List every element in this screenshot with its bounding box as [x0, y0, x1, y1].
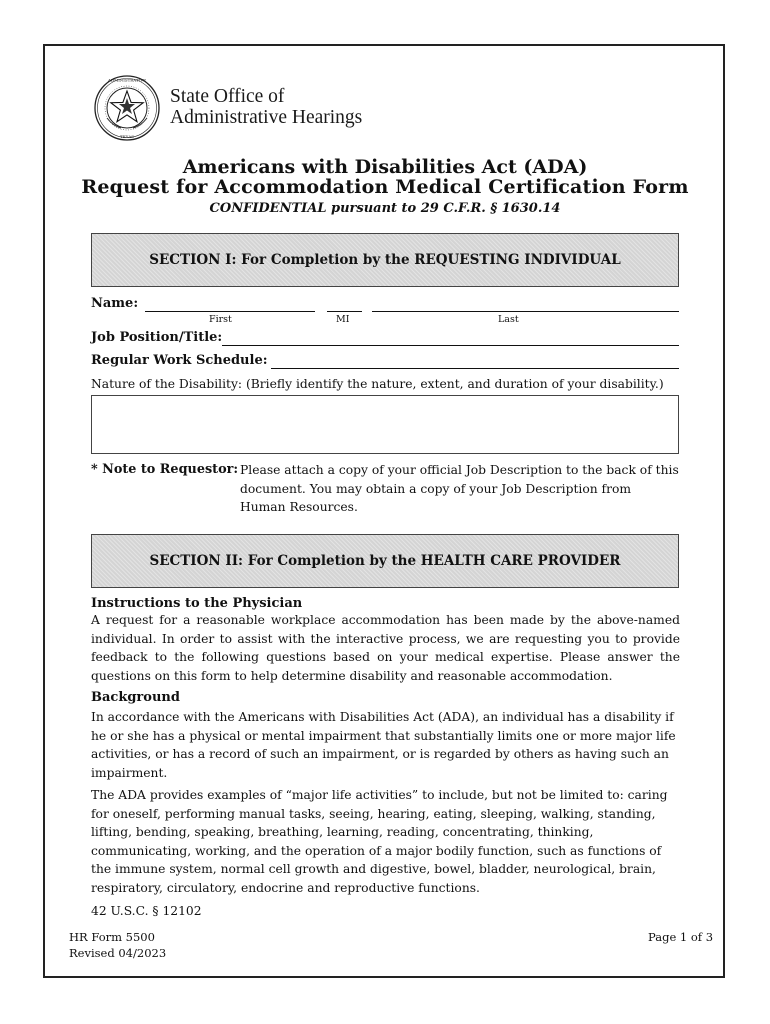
form-subtitle: Request for Accommodation Medical Certification Form [81, 176, 689, 198]
last-name-field[interactable] [372, 311, 679, 312]
job-title-label: Job Position/Title: [91, 330, 223, 345]
revision-date: Revised 04/2023 [69, 946, 167, 960]
statute-citation: 42 U.S.C. § 12102 [91, 904, 202, 918]
work-schedule-label: Regular Work Schedule: [91, 353, 268, 368]
section1-heading: SECTION I: For Completion by the REQUESTING INDIVIDUAL [91, 233, 679, 287]
nature-of-disability-field[interactable] [91, 395, 679, 454]
first-name-field[interactable] [145, 311, 315, 312]
nature-of-disability-label: Nature of the Disability: (Briefly identify the nature, extent, and duration of your disability.) [91, 377, 664, 391]
form-number: HR Form 5500 [69, 930, 155, 944]
svg-text:ADMINISTRATIVE: ADMINISTRATIVE [108, 77, 146, 83]
first-caption: First [209, 314, 232, 325]
note-text: Please attach a copy of your official Job Description to the back of this document. You may obtain a copy of your Job Description from Human Resources. [240, 463, 679, 515]
confidential-note: CONFIDENTIAL pursuant to 29 C.F.R. § 1630.14 [209, 201, 561, 216]
note-label: * Note to Requestor: [91, 462, 239, 477]
job-title-field[interactable] [222, 345, 679, 346]
last-caption: Last [498, 314, 519, 325]
org-name-line1: State Office of [170, 86, 285, 107]
form-title: Americans with Disabilities Act (ADA) [182, 156, 588, 178]
major-life-activities-text: The ADA provides examples of “major life activities” to include, but not be limited to: caring for oneself, performing manual tasks, seeing, hearing, eating, sleeping, walking, standing, lifting, bending, speaking, breathing, learning, reading, concentrating, thinking, communicating, working, and the operation of a major bodily function, such as functions of the immune system, normal cell growth and digestive, bowel, bladder, neurological, brain, respiratory, circulatory, endocrine and reproductive functions. [91, 788, 668, 895]
organization-name [170, 86, 362, 128]
instructions-text: A request for a reasonable workplace accommodation has been made by the above-named individual. In order to assist with the interactive process, we are requesting you to provide feedback to the following questions based on your medical expertise. Please answer the questions on this form to help determine disability and reasonable accommodation. [91, 613, 680, 683]
svg-text:TEXAS: TEXAS [120, 134, 134, 139]
org-name-line2: Administrative Hearings [170, 107, 363, 128]
instructions-heading: Instructions to the Physician [91, 596, 303, 611]
mi-caption: MI [336, 314, 350, 325]
page-number: Page 1 of 3 [648, 930, 714, 944]
background-heading: Background [91, 690, 180, 705]
name-label: Name: [91, 296, 139, 311]
state-seal-logo [93, 74, 161, 142]
background-text: In accordance with the Americans with Disabilities Act (ADA), an individual has a disability if he or she has a physical or mental impairment that substantially limits one or more major life activities, or has a record of such an impairment, or is regarded by others as having such an impairment. [91, 710, 676, 780]
section2-heading: SECTION II: For Completion by the HEALTH CARE PROVIDER [91, 534, 679, 588]
middle-initial-field[interactable] [327, 311, 362, 312]
work-schedule-field[interactable] [271, 368, 679, 369]
